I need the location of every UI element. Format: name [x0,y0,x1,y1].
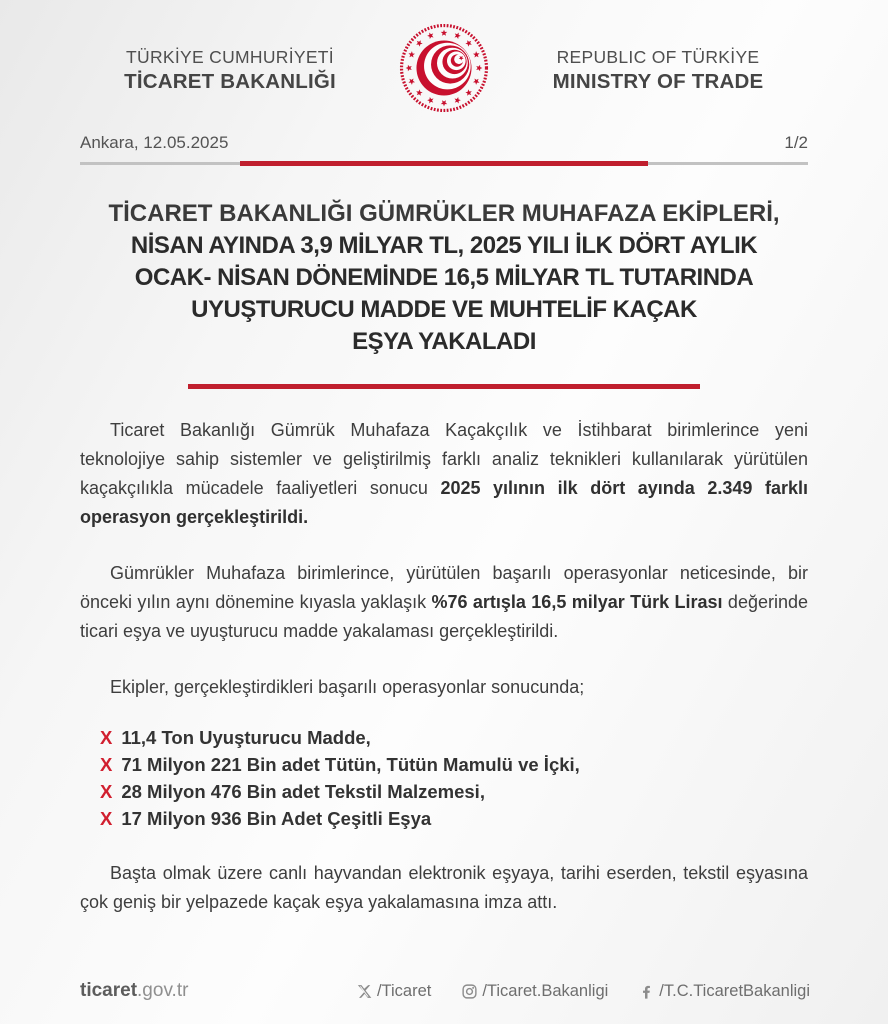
masthead-english [508,47,808,95]
x-bullet-icon: X [100,781,113,802]
website-rest: .gov.tr [137,980,189,1001]
x-bullet-icon: X [100,808,113,829]
facebook-icon [638,983,655,1000]
page-indicator: 1/2 [784,133,808,152]
facebook-handle: /T.C.TicaretBakanligi [659,981,810,1000]
instagram-icon [461,983,478,1000]
meta-row [0,129,888,153]
list-item [100,778,808,805]
footer [80,980,810,1002]
x-icon [356,983,373,1000]
list-item [100,751,808,778]
paragraph-2-text: Gümrükler Muhafaza birimlerince, yürütülen başarılı operasyonlar neticesinde, bir önceki yılın aynı dönemine kıyasla yaklaşık [80,563,808,612]
headline-divider [188,384,700,389]
masthead [0,0,888,129]
ministry-logo [380,12,508,129]
headline-line: TİCARET BAKANLIĞI GÜMRÜKLER MUHAFAZA EKİPLERİ, [108,200,780,227]
masthead-english-line1: REPUBLIC OF TÜRKİYE [556,46,760,67]
header-rule-accent [240,161,648,166]
ministry-emblem-icon [388,12,500,124]
masthead-english-line2: MINISTRY OF TRADE [552,69,764,93]
list-item-text: 28 Milyon 476 Bin adet Tekstil Malzemesi, [121,781,485,802]
x-bullet-icon: X [100,727,113,748]
facebook-link[interactable] [638,982,810,1001]
masthead-turkish-line1: TÜRKİYE CUMHURİYETİ [126,46,334,67]
paragraph-2 [80,559,808,646]
masthead-turkish [80,47,380,95]
seizure-list [100,724,808,832]
headline-line: NİSAN AYINDA 3,9 MİLYAR TL, 2025 YILI İLK DÖRT AYLIK [130,232,758,259]
headline-line: OCAK- NİSAN DÖNEMİNDE 16,5 MİLYAR TL TUTARINDA [134,264,754,291]
paragraph-1 [80,416,808,532]
list-item-text: 71 Milyon 221 Bin adet Tütün, Tütün Mamulü ve İçki, [121,754,580,775]
twitter-handle: /Ticaret [376,981,432,1000]
list-item [100,724,808,751]
body [0,416,888,917]
twitter-link[interactable] [356,982,431,1001]
instagram-handle: /Ticaret.Bakanligi [482,981,609,1000]
masthead-turkish-line2: TİCARET BAKANLIĞI [124,69,336,93]
header-rule [80,161,808,166]
headline [60,198,828,358]
website-bold: ticaret [80,980,138,1001]
list-item-text: 11,4 Ton Uyuşturucu Madde, [121,727,371,748]
paragraph-2-bold: %76 artışla 16,5 milyar Türk Lirası [431,592,723,612]
dateline: Ankara, 12.05.2025 [80,133,229,152]
paragraph-1-bold: 2025 yılının ilk dört ayında 2.349 farklı operasyon gerçekleştirildi. [80,478,808,527]
list-item-text: 17 Milyon 936 Bin Adet Çeşitli Eşya [121,808,432,829]
paragraph-4: Başta olmak üzere canlı hayvandan elektronik eşyaya, tarihi eserden, tekstil eşyasına çok geniş bir yelpazede kaçak eşya yakalamasına imza attı. [80,863,808,912]
list-item [100,805,808,832]
headline-line: UYUŞTURUCU MADDE VE MUHTELİF KAÇAK [191,296,697,323]
paragraph-1-text: Ticaret Bakanlığı Gümrük Muhafaza Kaçakçılık ve İstihbarat birimlerince yeni teknolojiye sahip sistemler ve geliştirilmiş farklı analiz teknikleri kullanılarak yürütülen kaçakçılıkla mücadele faaliyetleri sonucu [80,420,808,498]
instagram-link[interactable] [461,982,608,1001]
website-link[interactable] [80,980,188,1002]
paragraph-2-text: değerinde ticari eşya ve uyuşturucu madde yakalaması gerçekleştirildi. [80,592,808,641]
paragraph-3: Ekipler, gerçekleştirdikleri başarılı operasyonlar sonucunda; [110,677,585,697]
headline-line: EŞYA YAKALADI [352,328,536,355]
social-links [356,982,810,1001]
x-bullet-icon: X [100,754,113,775]
